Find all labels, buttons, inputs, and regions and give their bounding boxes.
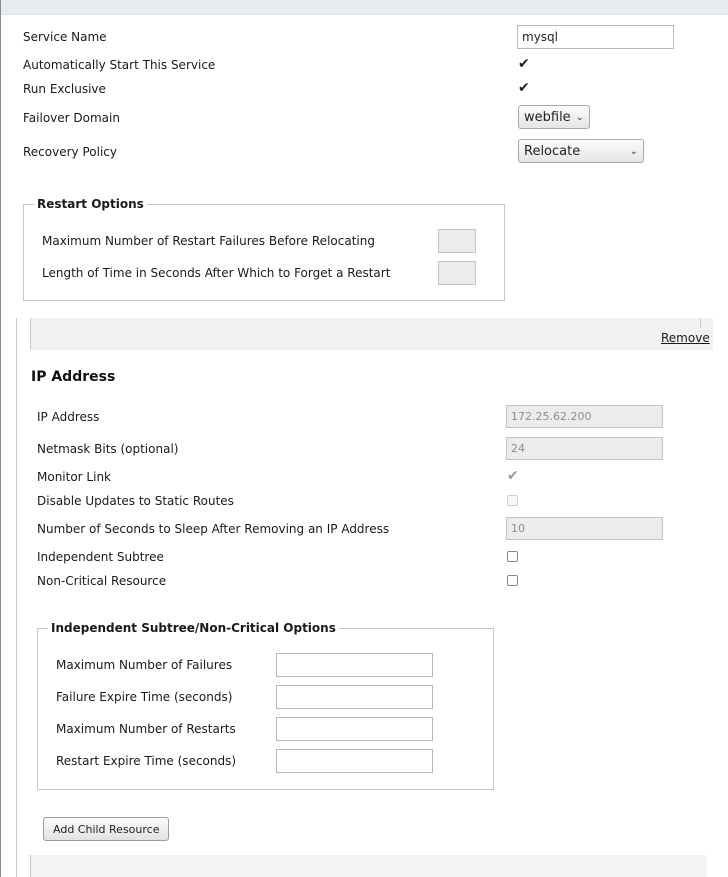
forget-restart-input[interactable] <box>438 261 476 285</box>
panel-right-border <box>700 318 701 328</box>
max-restarts-input[interactable] <box>276 717 433 741</box>
restart-expire-input[interactable] <box>276 749 433 773</box>
recovery-policy-label: Recovery Policy <box>23 145 117 159</box>
top-bar <box>0 0 728 15</box>
run-exclusive-checkbox[interactable]: ✔ <box>518 80 530 96</box>
non-critical-label: Non-Critical Resource <box>37 574 167 588</box>
ip-resource-panel <box>16 318 713 877</box>
monitor-link-label: Monitor Link <box>37 470 112 484</box>
sleep-seconds-label: Number of Seconds to Sleep After Removing an IP Address <box>37 522 390 536</box>
window-edge <box>0 0 1 877</box>
sleep-seconds-input[interactable] <box>506 517 663 540</box>
max-restart-failures-label: Maximum Number of Restart Failures Before Relocating <box>42 234 375 248</box>
disable-updates-label: Disable Updates to Static Routes <box>37 494 234 508</box>
failover-domain-value: webfile <box>524 109 571 125</box>
ip-address-input[interactable] <box>506 405 663 428</box>
recovery-policy-value: Relocate <box>524 143 581 159</box>
ip-address-label: IP Address <box>37 410 100 424</box>
netmask-input[interactable] <box>506 437 663 460</box>
restart-options-fieldset <box>23 197 505 301</box>
failover-domain-select[interactable] <box>518 105 590 129</box>
chevron-down-icon: ⌄ <box>575 111 584 123</box>
ip-address-title: IP Address <box>31 369 116 385</box>
resource-panel-header <box>30 318 713 350</box>
autostart-checkbox[interactable]: ✔ <box>518 56 530 72</box>
non-critical-checkbox[interactable] <box>507 575 518 586</box>
autostart-label: Automatically Start This Service <box>23 58 216 72</box>
panel-inner-border <box>30 318 31 350</box>
forget-restart-label: Length of Time in Seconds After Which to Forget a Restart <box>42 266 391 280</box>
strip-left-border <box>30 855 31 877</box>
max-restarts-label: Maximum Number of Restarts <box>56 722 236 736</box>
service-name-input[interactable] <box>517 25 674 49</box>
failure-expire-input[interactable] <box>276 685 433 709</box>
max-failures-input[interactable] <box>276 653 433 677</box>
panel-left-border <box>16 318 17 877</box>
disable-updates-checkbox[interactable] <box>507 495 518 506</box>
service-name-label: Service Name <box>23 30 107 44</box>
child-resource-strip <box>30 855 707 877</box>
failover-domain-label: Failover Domain <box>23 111 120 125</box>
restart-expire-label: Restart Expire Time (seconds) <box>56 754 237 768</box>
restart-options-legend: Restart Options <box>37 197 144 211</box>
max-restart-failures-input[interactable] <box>438 229 476 253</box>
netmask-label: Netmask Bits (optional) <box>37 442 179 456</box>
run-exclusive-label: Run Exclusive <box>23 82 106 96</box>
chevron-down-icon: ⌄ <box>629 145 638 157</box>
remove-link[interactable]: Remove <box>661 331 710 345</box>
monitor-link-checkbox[interactable]: ✔ <box>507 468 519 484</box>
subtree-options-legend: Independent Subtree/Non-Critical Options <box>51 621 336 635</box>
independent-subtree-checkbox[interactable] <box>507 551 518 562</box>
max-failures-label: Maximum Number of Failures <box>56 658 233 672</box>
recovery-policy-select[interactable] <box>518 139 644 163</box>
failure-expire-label: Failure Expire Time (seconds) <box>56 690 233 704</box>
independent-subtree-label: Independent Subtree <box>37 550 164 564</box>
add-child-resource-button[interactable]: Add Child Resource <box>43 817 169 841</box>
